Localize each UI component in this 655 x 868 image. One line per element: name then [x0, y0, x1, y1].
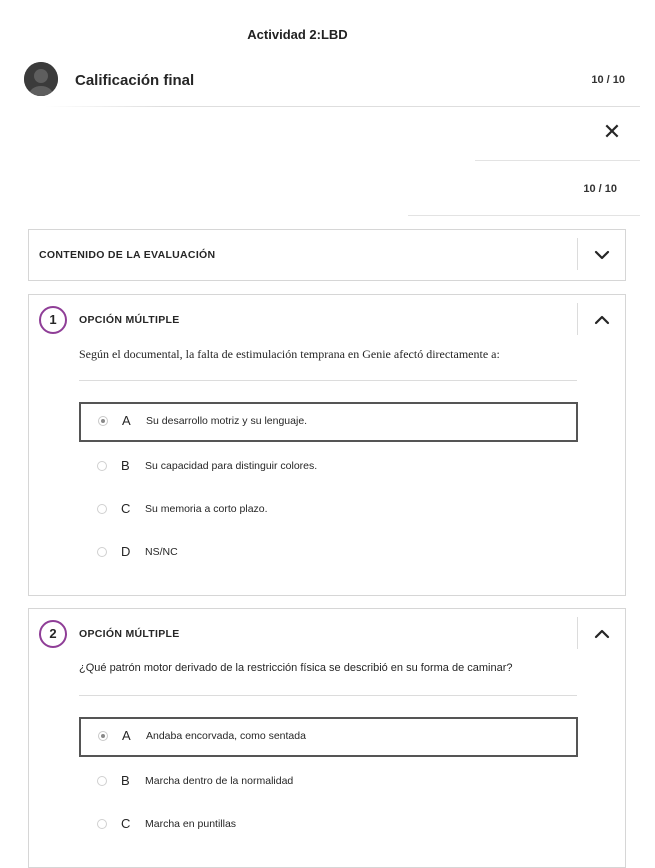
user-avatar-icon [24, 62, 58, 96]
divider [79, 695, 577, 696]
option-text: Marcha dentro de la normalidad [145, 775, 294, 787]
final-grade-label: Calificación final [75, 72, 195, 89]
radio-button[interactable] [97, 776, 107, 786]
attempt-score: 10 / 10 [583, 183, 617, 195]
option-text: Andaba encorvada, como sentada [146, 730, 306, 742]
answer-option[interactable] [79, 447, 578, 487]
question-type: OPCIÓN MÚLTIPLE [79, 628, 180, 640]
question-panel [28, 294, 626, 596]
option-text: Su capacidad para distinguir colores. [145, 460, 318, 472]
option-letter: B [121, 458, 130, 473]
option-letter: C [121, 816, 131, 831]
option-letter: B [121, 773, 130, 788]
answer-option[interactable] [79, 402, 578, 442]
chevron-down-icon[interactable] [591, 244, 613, 266]
question-text: Según el documental, la falta de estimulación temprana en Genie afectó directamente a: [79, 347, 500, 361]
question-header[interactable] [29, 295, 625, 345]
question-type: OPCIÓN MÚLTIPLE [79, 314, 180, 326]
divider [45, 106, 640, 107]
answer-option[interactable] [79, 533, 578, 573]
question-number: 1 [39, 306, 67, 334]
option-text: Su desarrollo motriz y su lenguaje. [146, 415, 308, 427]
divider [475, 160, 640, 161]
divider [408, 215, 640, 216]
option-letter: D [121, 544, 131, 559]
question-text: ¿Qué patrón motor derivado de la restricción física se describió en su forma de caminar? [79, 662, 513, 674]
separator [577, 617, 578, 649]
option-letter: A [122, 413, 131, 428]
answer-option[interactable] [79, 805, 578, 845]
radio-button[interactable] [98, 416, 108, 426]
answer-option[interactable] [79, 490, 578, 530]
question-number: 2 [39, 620, 67, 648]
option-text: Marcha en puntillas [145, 818, 237, 830]
option-text: NS/NC [145, 546, 178, 558]
assessment-content-panel [28, 229, 626, 281]
separator [577, 303, 578, 335]
radio-button[interactable] [97, 819, 107, 829]
option-letter: A [122, 728, 131, 743]
chevron-up-icon[interactable] [591, 623, 613, 645]
divider [79, 380, 577, 381]
close-icon[interactable]: ✕ [602, 119, 622, 144]
option-text: Su memoria a corto plazo. [145, 503, 268, 515]
option-letter: C [121, 501, 131, 516]
assessment-content-header[interactable] [29, 230, 625, 280]
page-title: Actividad 2:LBD [247, 27, 348, 42]
answer-option[interactable] [79, 717, 578, 757]
radio-button[interactable] [98, 731, 108, 741]
question-panel [28, 608, 626, 868]
chevron-up-icon[interactable] [591, 309, 613, 331]
answer-option[interactable] [79, 762, 578, 802]
avatar [24, 62, 58, 96]
radio-button[interactable] [97, 547, 107, 557]
question-header[interactable] [29, 609, 625, 659]
radio-button[interactable] [97, 504, 107, 514]
final-grade-score: 10 / 10 [591, 74, 625, 86]
radio-button[interactable] [97, 461, 107, 471]
separator [577, 238, 578, 270]
assessment-content-label: CONTENIDO DE LA EVALUACIÓN [39, 249, 216, 261]
